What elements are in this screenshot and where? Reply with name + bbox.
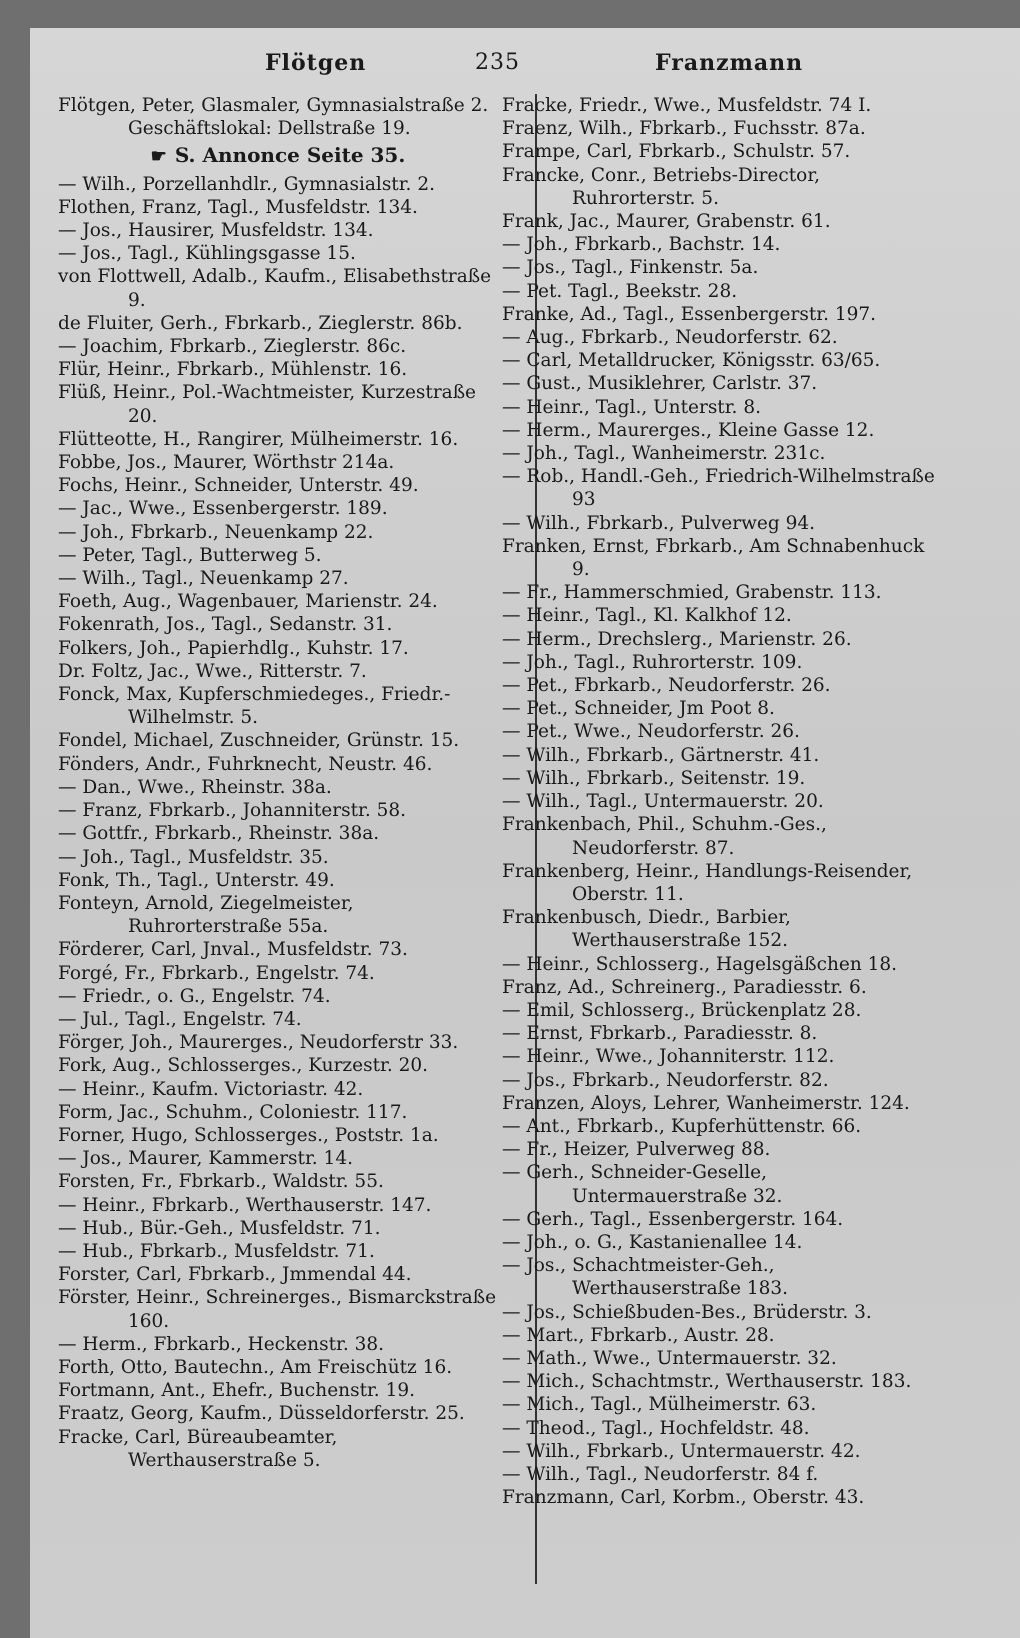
directory-entry: — Joh., Tagl., Ruhrorterstr. 109.	[502, 651, 803, 673]
directory-entry: Flüß, Heinr., Pol.-Wachtmeister, Kurzestraße 20.	[58, 382, 477, 427]
directory-entry: Folkers, Joh., Papierhdlg., Kuhstr. 17.	[58, 637, 409, 659]
directory-entry: Francke, Conr., Betriebs-Director, Ruhrorterstr. 5.	[502, 164, 821, 209]
directory-entry: Fortmann, Ant., Ehefr., Buchenstr. 19.	[58, 1380, 415, 1402]
directory-entry: Fonk, Th., Tagl., Unterstr. 49.	[58, 869, 335, 891]
header-left-keyword: Flötgen	[265, 50, 367, 76]
left-column	[58, 94, 498, 1472]
directory-entry: — Wilh., Fbrkarb., Gärtnerstr. 41.	[502, 744, 820, 766]
directory-entry: — Wilh., Fbrkarb., Untermauerstr. 42.	[502, 1440, 861, 1462]
directory-entry: Franken, Ernst, Fbrkarb., Am Schnabenhuck 9.	[502, 535, 925, 581]
directory-entry: Fokenrath, Jos., Tagl., Sedanstr. 31.	[58, 614, 393, 636]
directory-entry: — Hub., Fbrkarb., Musfeldstr. 71.	[58, 1240, 375, 1262]
directory-entry: — Dan., Wwe., Rheinstr. 38a.	[58, 776, 332, 798]
directory-entry: — Gust., Musiklehrer, Carlstr. 37.	[502, 373, 818, 395]
directory-entry: — Ernst, Fbrkarb., Paradiesstr. 8.	[502, 1023, 818, 1045]
directory-entry: — Fr., Heizer, Pulverweg 88.	[502, 1139, 771, 1161]
directory-entry: Fondel, Michael, Zuschneider, Grünstr. 15.	[58, 730, 460, 752]
directory-entry: Forster, Carl, Fbrkarb., Jmmendal 44.	[58, 1264, 412, 1286]
directory-entry: — Joh., Fbrkarb., Bachstr. 14.	[502, 234, 781, 256]
directory-entry: — Heinr., Fbrkarb., Werthauserstr. 147.	[58, 1194, 432, 1216]
directory-entry: — Gerh., Schneider-Geselle, Untermauerstraße 32.	[502, 1162, 783, 1207]
directory-entry: Förster, Heinr., Schreinerges., Bismarckstraße 160.	[58, 1287, 497, 1332]
directory-entry: Förderer, Carl, Jnval., Musfeldstr. 73.	[58, 939, 408, 961]
directory-entry: — Jos., Tagl., Kühlingsgasse 15.	[58, 243, 356, 265]
directory-entry: — Heinr., Tagl., Unterstr. 8.	[502, 396, 761, 418]
directory-entry: — Rob., Handl.-Geh., Friedrich-Wilhelmstraße 93	[502, 466, 935, 511]
directory-entry: — Aug., Fbrkarb., Neudorferstr. 62.	[502, 327, 838, 349]
directory-entry: — Jos., Tagl., Finkenstr. 5a.	[502, 257, 759, 279]
directory-entry: Fracke, Carl, Büreaubeamter, Werthauserstraße 5.	[58, 1426, 338, 1471]
directory-entry: — Hub., Bür.-Geh., Musfeldstr. 71.	[58, 1217, 381, 1239]
directory-entry: — Wilh., Fbrkarb., Seitenstr. 19.	[502, 767, 806, 789]
directory-entry: — Jos., Fbrkarb., Neudorferstr. 82.	[502, 1069, 829, 1091]
directory-entry: — Heinr., Schlosserg., Hagelsgäßchen 18.	[502, 953, 898, 975]
directory-entry: Fonck, Max, Kupferschmiedeges., Friedr.-Wilhelmstr. 5.	[58, 684, 451, 729]
directory-entry: Franz, Ad., Schreinerg., Paradiesstr. 6.	[502, 976, 867, 998]
directory-entry: — Theod., Tagl., Hochfeldstr. 48.	[502, 1417, 810, 1439]
directory-entry: Flür, Heinr., Fbrkarb., Mühlenstr. 16.	[58, 359, 408, 381]
directory-entry: — Franz, Fbrkarb., Johanniterstr. 58.	[58, 800, 406, 822]
directory-entry: — Pet., Schneider, Jm Poot 8.	[502, 698, 775, 720]
directory-entry: — Joh., Tagl., Wanheimerstr. 231c.	[502, 443, 826, 465]
directory-entry: Frankenbusch, Diedr., Barbier, Werthauserstraße 152.	[502, 907, 791, 952]
directory-entry: — Joh., o. G., Kastanienallee 14.	[502, 1231, 803, 1253]
directory-entry: — Heinr., Kaufm. Victoriastr. 42.	[58, 1078, 364, 1100]
directory-entry: — Heinr., Wwe., Johanniterstr. 112.	[502, 1046, 835, 1068]
directory-entry: — Jos., Schießbuden-Bes., Brüderstr. 3.	[502, 1301, 872, 1323]
directory-entry: Fobbe, Jos., Maurer, Wörthstr 214a.	[58, 452, 395, 474]
directory-page	[30, 28, 1020, 1638]
directory-entry: — Emil, Schlosserg., Brückenplatz 28.	[502, 999, 862, 1021]
directory-entry: Fork, Aug., Schlosserges., Kurzestr. 20.	[58, 1055, 429, 1077]
directory-entry: — Friedr., o. G., Engelstr. 74.	[58, 985, 331, 1007]
directory-entry: Form, Jac., Schuhm., Coloniestr. 117.	[58, 1101, 408, 1123]
pointing-hand-icon: ☛	[150, 146, 167, 168]
page-number: 235	[475, 50, 520, 75]
directory-entry: Franke, Ad., Tagl., Essenbergerstr. 197.	[502, 303, 877, 325]
directory-entry: Forth, Otto, Bautechn., Am Freischütz 16.	[58, 1356, 453, 1378]
directory-entry: — Pet. Tagl., Beekstr. 28.	[502, 280, 738, 302]
directory-entry: — Herm., Fbrkarb., Heckenstr. 38.	[58, 1333, 385, 1355]
directory-entry: — Gerh., Tagl., Essenbergerstr. 164.	[502, 1208, 844, 1230]
right-column	[502, 94, 942, 1509]
directory-entry: Fönders, Andr., Fuhrknecht, Neustr. 46.	[58, 753, 433, 775]
directory-entry: Forsten, Fr., Fbrkarb., Waldstr. 55.	[58, 1171, 384, 1193]
directory-entry: — Fr., Hammerschmied, Grabenstr. 113.	[502, 582, 882, 604]
directory-entry: Fochs, Heinr., Schneider, Unterstr. 49.	[58, 475, 419, 497]
directory-entry: — Herm., Maurerges., Kleine Gasse 12.	[502, 419, 875, 441]
directory-entry: — Carl, Metalldrucker, Königsstr. 63/65.	[502, 350, 881, 372]
directory-entry: — Peter, Tagl., Butterweg 5.	[58, 544, 322, 566]
running-head	[30, 42, 1020, 82]
header-right-keyword: Franzmann	[655, 50, 804, 76]
directory-entry: Frank, Jac., Maurer, Grabenstr. 61.	[502, 211, 831, 233]
directory-entry: — Pet., Wwe., Neudorferstr. 26.	[502, 721, 800, 743]
directory-entry: Flütteotte, H., Rangirer, Mülheimerstr. 16.	[58, 428, 459, 450]
directory-entry: Fraenz, Wilh., Fbrkarb., Fuchsstr. 87a.	[502, 118, 866, 140]
directory-entry: Foeth, Aug., Wagenbauer, Marienstr. 24.	[58, 591, 438, 613]
directory-entry: Frampe, Carl, Fbrkarb., Schulstr. 57.	[502, 141, 851, 163]
directory-entry: Fraatz, Georg, Kaufm., Düsseldorferstr. 25.	[58, 1403, 465, 1425]
annonce-reference	[58, 144, 498, 168]
directory-entry: — Heinr., Tagl., Kl. Kalkhof 12.	[502, 605, 792, 627]
directory-entry: von Flottwell, Adalb., Kaufm., Elisabethstraße 9.	[58, 266, 492, 311]
directory-entry: — Jac., Wwe., Essenbergerstr. 189.	[58, 498, 388, 520]
directory-entry: — Joh., Tagl., Musfeldstr. 35.	[58, 846, 329, 868]
directory-entry: — Herm., Drechslerg., Marienstr. 26.	[502, 628, 852, 650]
directory-entry: — Gottfr., Fbrkarb., Rheinstr. 38a.	[58, 823, 380, 845]
directory-entry: — Ant., Fbrkarb., Kupferhüttenstr. 66.	[502, 1115, 862, 1137]
directory-entry: Förger, Joh., Maurerges., Neudorferstr 33.	[58, 1032, 459, 1054]
annonce-text: S. Annonce Seite 35.	[174, 143, 406, 168]
directory-entry: — Joh., Fbrkarb., Neuenkamp 22.	[58, 521, 374, 543]
directory-entry: — Jos., Hausirer, Musfeldstr. 134.	[58, 220, 374, 242]
directory-entry: — Wilh., Porzellanhdlr., Gymnasialstr. 2.	[58, 173, 435, 195]
directory-entry: — Jul., Tagl., Engelstr. 74.	[58, 1008, 302, 1030]
directory-entry: — Jos., Schachtmeister-Geh., Werthauserstraße 183.	[502, 1255, 789, 1300]
directory-entry: Franzen, Aloys, Lehrer, Wanheimerstr. 124.	[502, 1092, 910, 1114]
directory-entry: Flothen, Franz, Tagl., Musfeldstr. 134.	[58, 196, 418, 218]
directory-entry: — Pet., Fbrkarb., Neudorferstr. 26.	[502, 675, 831, 697]
directory-entry: — Wilh., Tagl., Untermauerstr. 20.	[502, 791, 824, 813]
directory-entry: Forner, Hugo, Schlosserges., Poststr. 1a.	[58, 1124, 439, 1146]
directory-entry: — Mich., Schachtmstr., Werthauserstr. 183.	[502, 1371, 912, 1393]
directory-entry: Frankenberg, Heinr., Handlungs-Reisender, Oberstr. 11.	[502, 860, 913, 905]
directory-entry: — Mart., Fbrkarb., Austr. 28.	[502, 1324, 775, 1346]
directory-entry: — Wilh., Fbrkarb., Pulverweg 94.	[502, 512, 816, 534]
directory-entry: — Joachim, Fbrkarb., Zieglerstr. 86c.	[58, 336, 407, 358]
directory-entry: — Math., Wwe., Untermauerstr. 32.	[502, 1347, 837, 1369]
directory-entry: — Wilh., Tagl., Neudorferstr. 84 f.	[502, 1463, 819, 1485]
directory-entry: Forgé, Fr., Fbrkarb., Engelstr. 74.	[58, 962, 375, 984]
directory-entry: Franzmann, Carl, Korbm., Oberstr. 43.	[502, 1487, 865, 1509]
directory-entry: Fracke, Friedr., Wwe., Musfeldstr. 74 I.	[502, 95, 872, 116]
directory-entry: Fonteyn, Arnold, Ziegelmeister, Ruhrorterstraße 55a.	[58, 892, 354, 938]
directory-entry: Frankenbach, Phil., Schuhm.-Ges., Neudorferstr. 87.	[502, 814, 827, 859]
directory-entry: Dr. Foltz, Jac., Wwe., Ritterstr. 7.	[58, 660, 367, 682]
directory-entry: Flötgen, Peter, Glasmaler, Gymnasialstraße 2. Geschäftslokal: Dellstraße 19.	[58, 95, 489, 140]
directory-entry: — Jos., Maurer, Kammerstr. 14.	[58, 1148, 353, 1170]
directory-entry: de Fluiter, Gerh., Fbrkarb., Zieglerstr. 86b.	[58, 312, 463, 334]
directory-entry: — Wilh., Tagl., Neuenkamp 27.	[58, 568, 349, 590]
directory-entry: — Mich., Tagl., Mülheimerstr. 63.	[502, 1394, 817, 1416]
